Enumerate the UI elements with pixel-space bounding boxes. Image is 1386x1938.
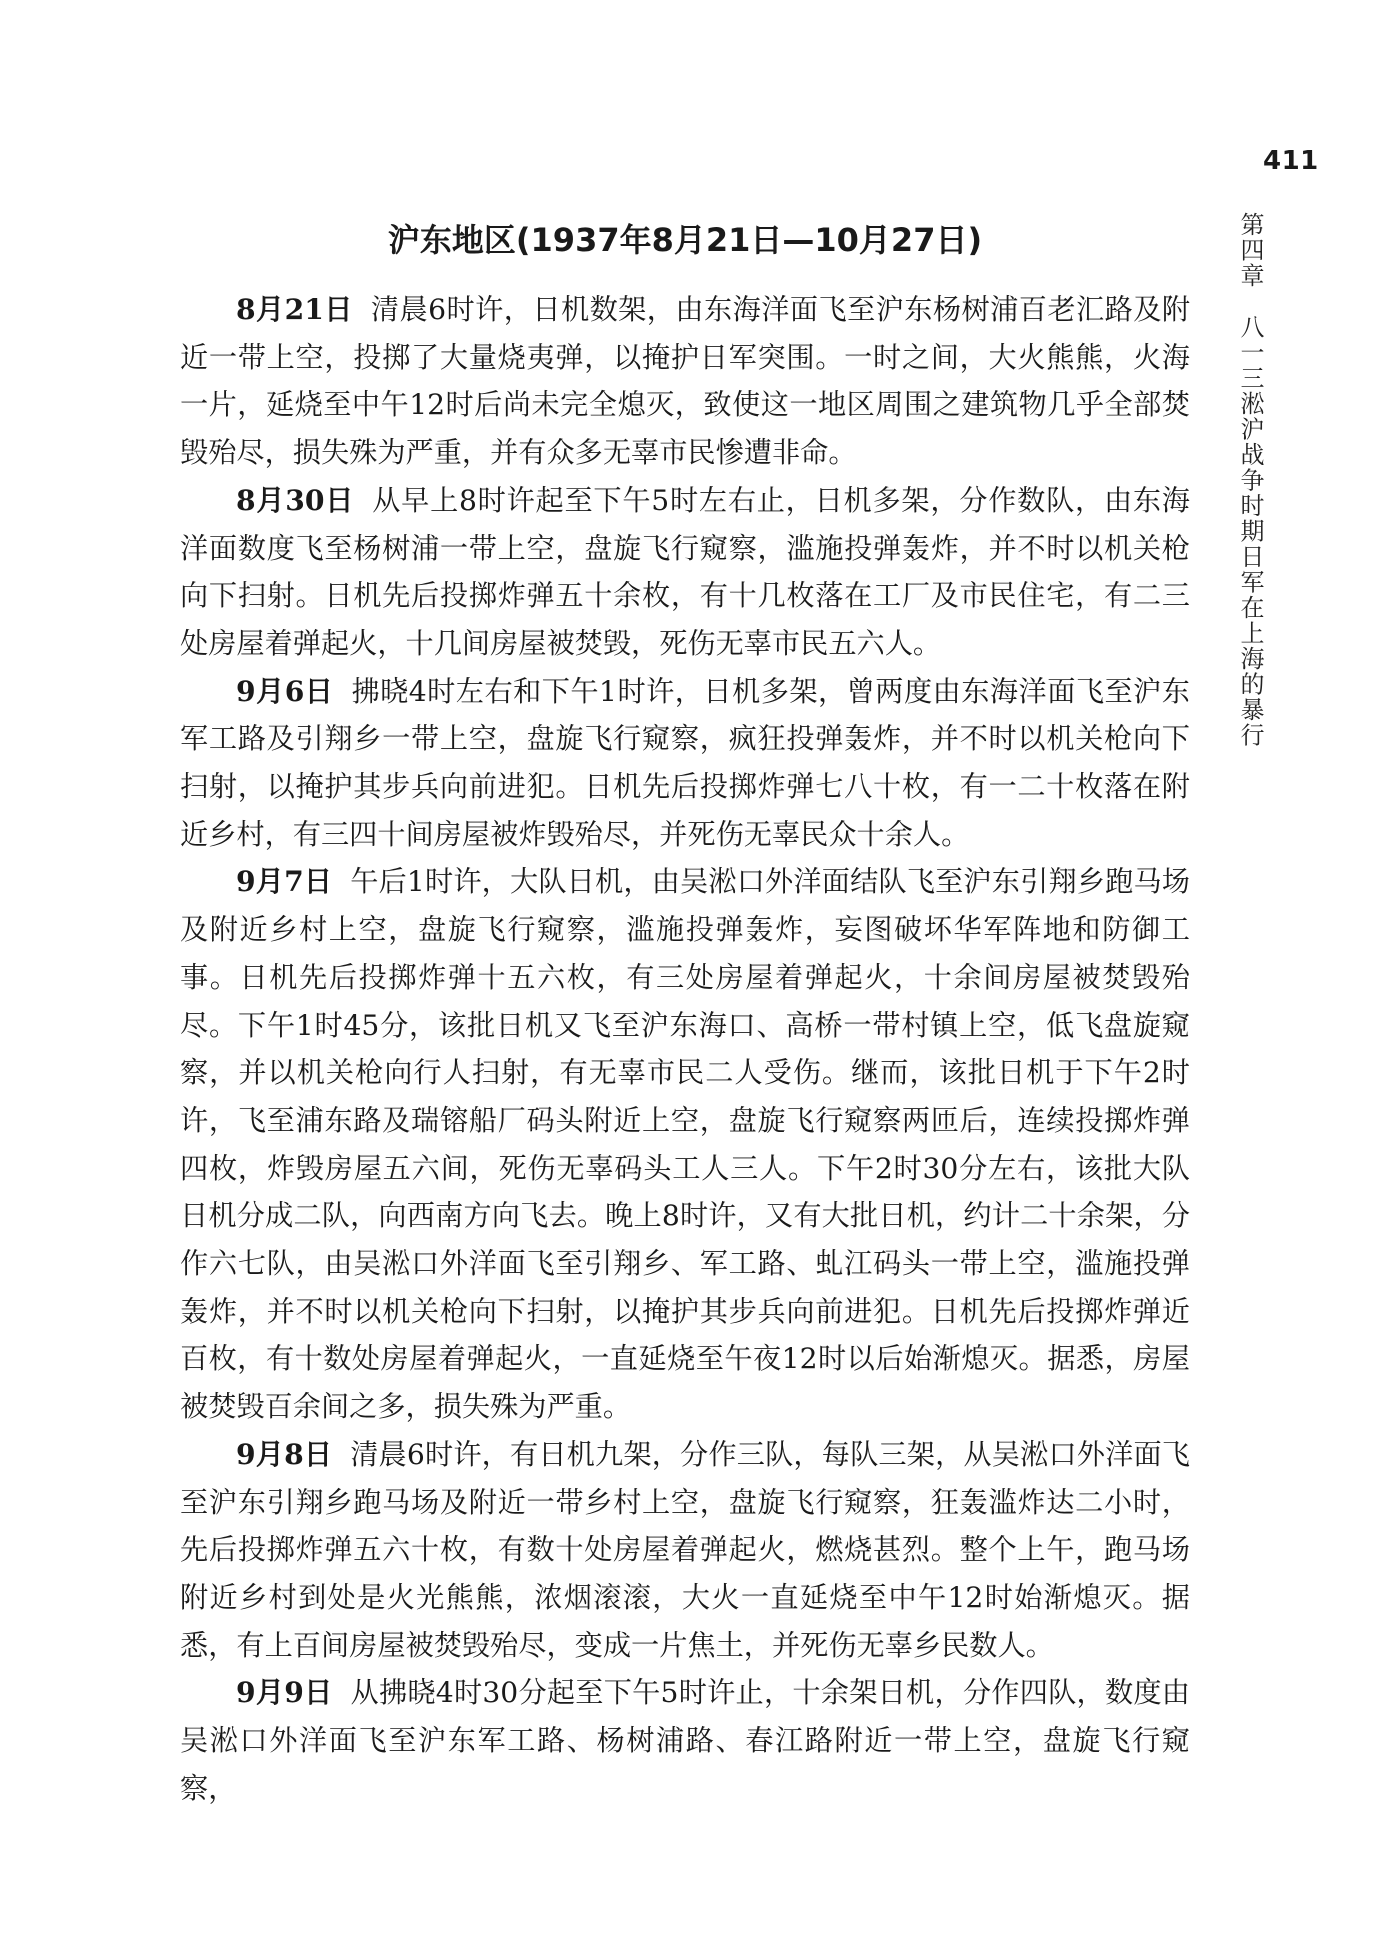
entry-text: 从拂晓4时30分起至下午5时许止，十余架日机，分作四队，数度由吴淞口外洋面飞至沪东军工路、杨树浦路、春江路附近一带上空，盘旋飞行窥察，	[180, 1676, 1190, 1805]
running-head-title: 八一三淞沪战争时期日军在上海的暴行	[1236, 314, 1264, 748]
entry-paragraph	[180, 286, 1190, 477]
entry-date: 9月6日	[236, 674, 334, 708]
entry-text: 从早上8时许起至下午5时左右止，日机多架，分作数队，由东海洋面数度飞至杨树浦一带上空，盘旋飞行窥察，滥施投弹轰炸，并不时以机关枪向下扫射。日机先后投掷炸弹五十余枚，有十几枚落在工厂及市民住宅，有二三处房屋着弹起火，十几间房屋被焚毁，死伤无辜市民五六人。	[180, 483, 1190, 660]
entry-paragraph	[180, 1669, 1190, 1812]
entry-paragraph	[180, 477, 1190, 668]
page-number: 411	[1263, 146, 1319, 176]
entry-date: 9月9日	[236, 1676, 333, 1710]
entry-text: 清晨6时许，有日机九架，分作三队，每队三架，从吴淞口外洋面飞至沪东引翔乡跑马场及附近一带乡村上空，盘旋飞行窥察，狂轰滥炸达二小时，先后投掷炸弹五六十枚，有数十处房屋着弹起火，燃烧甚烈。整个上午，跑马场附近乡村到处是火光熊熊，浓烟滚滚，大火一直延烧至中午12时始渐熄灭。据悉，有上百间房屋被焚毁殆尽，变成一片焦土，并死伤无辜乡民数人。	[180, 1437, 1190, 1662]
running-head-chapter: 第四章	[1236, 212, 1264, 289]
side-running-head	[1236, 212, 1264, 748]
entry-text: 清晨6时许，日机数架，由东海洋面飞至沪东杨树浦百老汇路及附近一带上空，投掷了大量烧夷弹，以掩护日军突围。一时之间，大火熊熊，火海一片，延烧至中午12时后尚未完全熄灭，致使这一地区周围之建筑物几乎全部焚毁殆尽，损失殊为严重，并有众多无辜市民惨遭非命。	[180, 293, 1191, 470]
entry-text: 拂晓4时左右和下午1时许，日机多架，曾两度由东海洋面飞至沪东军工路及引翔乡一带上空，盘旋飞行窥察，疯狂投弹轰炸，并不时以机关枪向下扫射，以掩护其步兵向前进犯。日机先后投掷炸弹七八十枚，有一二十枚落在附近乡村，有三四十间房屋被炸毁殆尽，并死伤无辜民众十余人。	[180, 674, 1190, 851]
section-title: 沪东地区(1937年8月21日—10月27日)	[387, 221, 983, 259]
entry-date: 8月21日	[236, 293, 353, 326]
entry-date: 9月8日	[236, 1437, 333, 1471]
entry-date: 8月30日	[236, 483, 355, 517]
entry-text: 午后1时许，大队日机，由吴淞口外洋面结队飞至沪东引翔乡跑马场及附近乡村上空，盘旋飞行窥察，滥施投弹轰炸，妄图破坏华军阵地和防御工事。日机先后投掷炸弹十五六枚，有三处房屋着弹起火，十余间房屋被焚毁殆尽。下午1时45分，该批日机又飞至沪东海口、高桥一带村镇上空，低飞盘旋窥察，并以机关枪向行人扫射，有无辜市民二人受伤。继而，该批日机于下午2时许，飞至浦东路及瑞镕船厂码头附近上空，盘旋飞行窥察两匝后，连续投掷炸弹四枚，炸毁房屋五六间，死伤无辜码头工人三人。下午2时30分左右，该批大队日机分成二队，向西南方向飞去。晚上8时许，又有大批日机，约计二十余架，分作六七队，由吴淞口外洋面飞至引翔乡、军工路、虬江码头一带上空，滥施投弹轰炸，并不时以机关枪向下扫射，以掩护其步兵向前进犯。日机先后投掷炸弹近百枚，有十数处房屋着弹起火，一直延烧至午夜12时以后始渐熄灭。据悉，房屋被焚毁百余间之多，损失殊为严重。	[180, 865, 1190, 1424]
entry-paragraph	[180, 858, 1190, 1430]
entry-paragraph	[180, 1431, 1190, 1670]
body-text	[180, 286, 1190, 1813]
entry-paragraph	[180, 668, 1190, 859]
entry-date: 9月7日	[236, 865, 333, 899]
